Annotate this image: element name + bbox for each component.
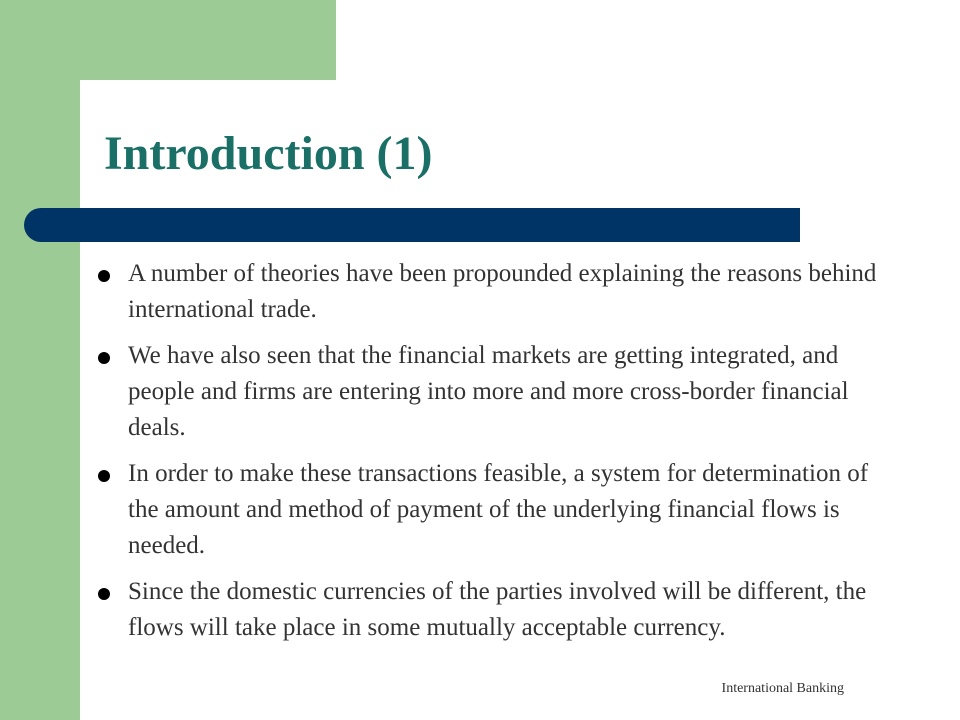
slide-footer: International Banking [721, 681, 844, 696]
bullet-text: We have also seen that the financial markets are getting integrated, and people and firms are entering into more and more cross-border financial deals. [128, 342, 849, 441]
bullet-text: A number of theories have been propounded explaining the reasons behind international trade. [128, 260, 877, 323]
slide-title: Introduction (1) [104, 127, 433, 180]
title-underline-bar [24, 208, 800, 242]
bullet-dot-icon [98, 270, 110, 282]
bullet-text: Since the domestic currencies of the parties involved will be different, the flows will take place in some mutually acceptable currency. [128, 578, 867, 641]
bullet-text: In order to make these transactions feasible, a system for determination of the amount and method of payment of the underlying financial flows is needed. [128, 460, 869, 559]
bullet-list [90, 256, 890, 656]
bullet-dot-icon [98, 352, 110, 364]
green-frame-left [0, 0, 80, 720]
green-frame-top [0, 0, 336, 80]
bullet-item [90, 574, 890, 646]
bullet-dot-icon [98, 470, 110, 482]
bullet-dot-icon [98, 588, 110, 600]
bullet-item [90, 338, 890, 446]
bullet-item [90, 256, 890, 328]
bullet-item [90, 456, 890, 564]
